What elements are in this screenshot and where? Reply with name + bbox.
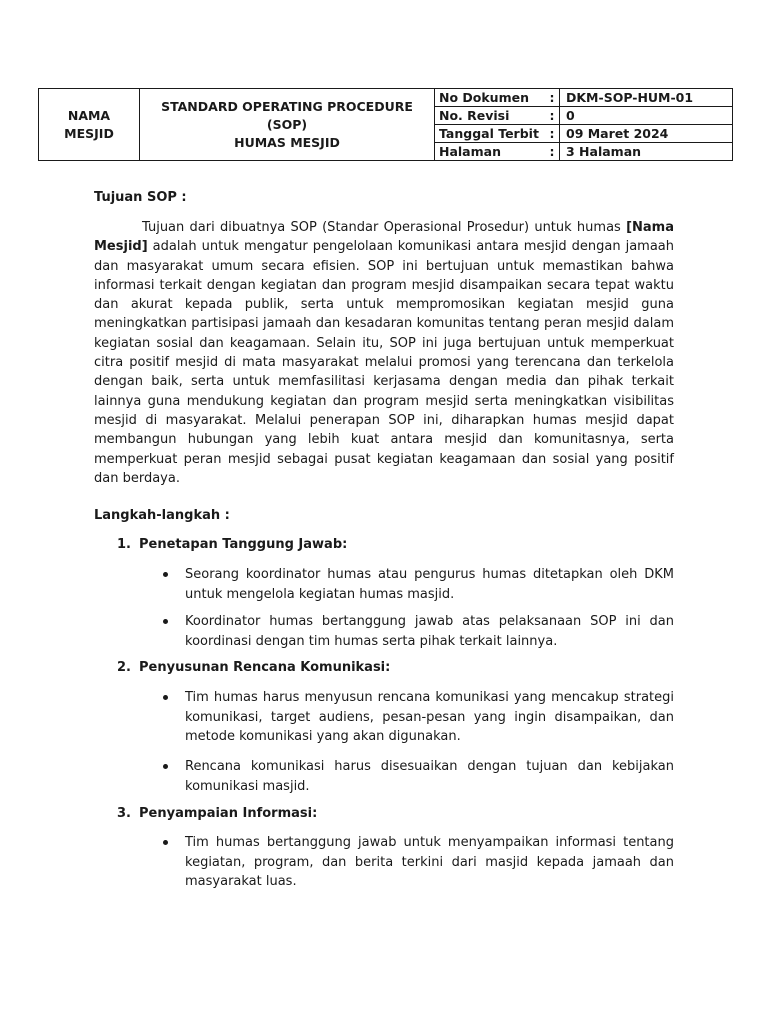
meta-key: Halaman — [439, 144, 501, 159]
document-meta-cell — [435, 89, 732, 160]
step-title — [117, 806, 677, 821]
bullet-icon — [163, 619, 168, 624]
org-name-cell — [39, 89, 140, 160]
meta-value: 09 Maret 2024 — [566, 126, 669, 141]
meta-key: Tanggal Terbit — [439, 126, 539, 141]
meta-row-revision — [435, 107, 732, 125]
org-name-line2: MESJID — [64, 125, 114, 141]
list-item — [163, 565, 674, 604]
step-number: 3. — [117, 806, 131, 821]
meta-colon: : — [549, 107, 560, 124]
bullet-icon — [163, 840, 168, 845]
meta-row-doc-number — [435, 89, 732, 107]
list-item-text: Koordinator humas bertanggung jawab atas pelaksanaan SOP ini dan koordinasi dengan tim humas serta pihak terkait lainnya. — [185, 614, 674, 649]
meta-value: DKM-SOP-HUM-01 — [566, 90, 694, 105]
meta-colon: : — [549, 143, 560, 160]
step-title-text: Penetapan Tanggung Jawab: — [139, 537, 348, 552]
sop-title-line2: (SOP) — [266, 116, 308, 132]
list-item-text: Seorang koordinator humas atau pengurus humas ditetapkan oleh DKM untuk mengelola kegiatan humas masjid. — [185, 567, 674, 602]
sop-title-line1: STANDARD OPERATING PROCEDURE — [161, 98, 413, 114]
sop-title-cell — [140, 89, 435, 160]
list-item — [163, 612, 674, 651]
step-number: 2. — [117, 660, 131, 675]
mosque-name-placeholder: [Nama Mesjid] — [94, 220, 674, 255]
step-title-text: Penyampaian Informasi: — [139, 806, 318, 821]
meta-value: 0 — [566, 108, 575, 123]
list-item — [163, 757, 674, 796]
meta-colon: : — [549, 89, 560, 106]
meta-row-issue-date — [435, 125, 732, 143]
step-number: 1. — [117, 537, 131, 552]
meta-colon: : — [549, 125, 560, 142]
list-item — [163, 833, 674, 892]
bullet-icon — [163, 572, 168, 577]
meta-row-pages — [435, 143, 732, 160]
step-title-text: Penyusunan Rencana Komunikasi: — [139, 660, 391, 675]
org-name-line1: NAMA — [67, 107, 111, 123]
bullet-icon — [163, 695, 168, 700]
step-title — [117, 660, 677, 675]
sop-title-line3: HUMAS MESJID — [234, 134, 340, 150]
purpose-text-after: adalah untuk mengatur pengelolaan komunikasi antara mesjid dengan jamaah dan masyarakat umum secara efisien. SOP ini bertujuan untuk memastikan bahwa informasi terkait dengan kegiatan dan program mesjid disampaikan secara tepat waktu dan akurat kepada publik, serta untuk mempromosikan kegiatan mesjid guna meningkatkan partisipasi jamaah dan kesadaran komunitas tentang peran mesjid dalam kegiatan sosial dan keagamaan. Selain itu, SOP ini juga bertujuan untuk memperkuat citra positif mesjid di mata masyarakat melalui promosi yang terencana dan terkelola dengan baik, serta untuk memfasilitasi kerjasama dengan media dan pihak terkait lainnya guna mendukung kegiatan dan program mesjid serta meningkatkan visibilitas mesjid di masyarakat. Melalui penerapan SOP ini, diharapkan humas mesjid dapat membangun hubungan yang lebih kuat antara mesjid dan komunitasnya, serta memperkuat peran mesjid sebagai pusat kegiatan keagamaan dan sosial yang positif dan berdaya. — [94, 239, 674, 486]
purpose-heading: Tujuan SOP : — [94, 190, 187, 205]
bullet-icon — [163, 764, 168, 769]
purpose-text-before: Tujuan dari dibuatnya SOP (Standar Operasional Prosedur) untuk humas — [142, 220, 627, 235]
list-item-text: Tim humas bertanggung jawab untuk menyampaikan informasi tentang kegiatan, program, dan berita terkini dari masjid kepada jamaah dan masyarakat luas. — [185, 835, 674, 889]
meta-key: No Dokumen — [439, 90, 529, 105]
list-item-text: Tim humas harus menyusun rencana komunikasi yang mencakup strategi komunikasi, target audiens, pesan-pesan yang ingin disampaikan, dan metode komunikasi yang akan digunakan. — [185, 690, 674, 744]
meta-value: 3 Halaman — [566, 144, 642, 159]
document-header-table — [38, 88, 733, 161]
meta-key: No. Revisi — [439, 108, 510, 123]
step-title — [117, 537, 677, 552]
list-item-text: Rencana komunikasi harus disesuaikan dengan tujuan dan kebijakan komunikasi masjid. — [185, 759, 674, 794]
steps-heading: Langkah-langkah : — [94, 508, 230, 523]
purpose-paragraph — [94, 218, 674, 488]
list-item — [163, 688, 674, 747]
